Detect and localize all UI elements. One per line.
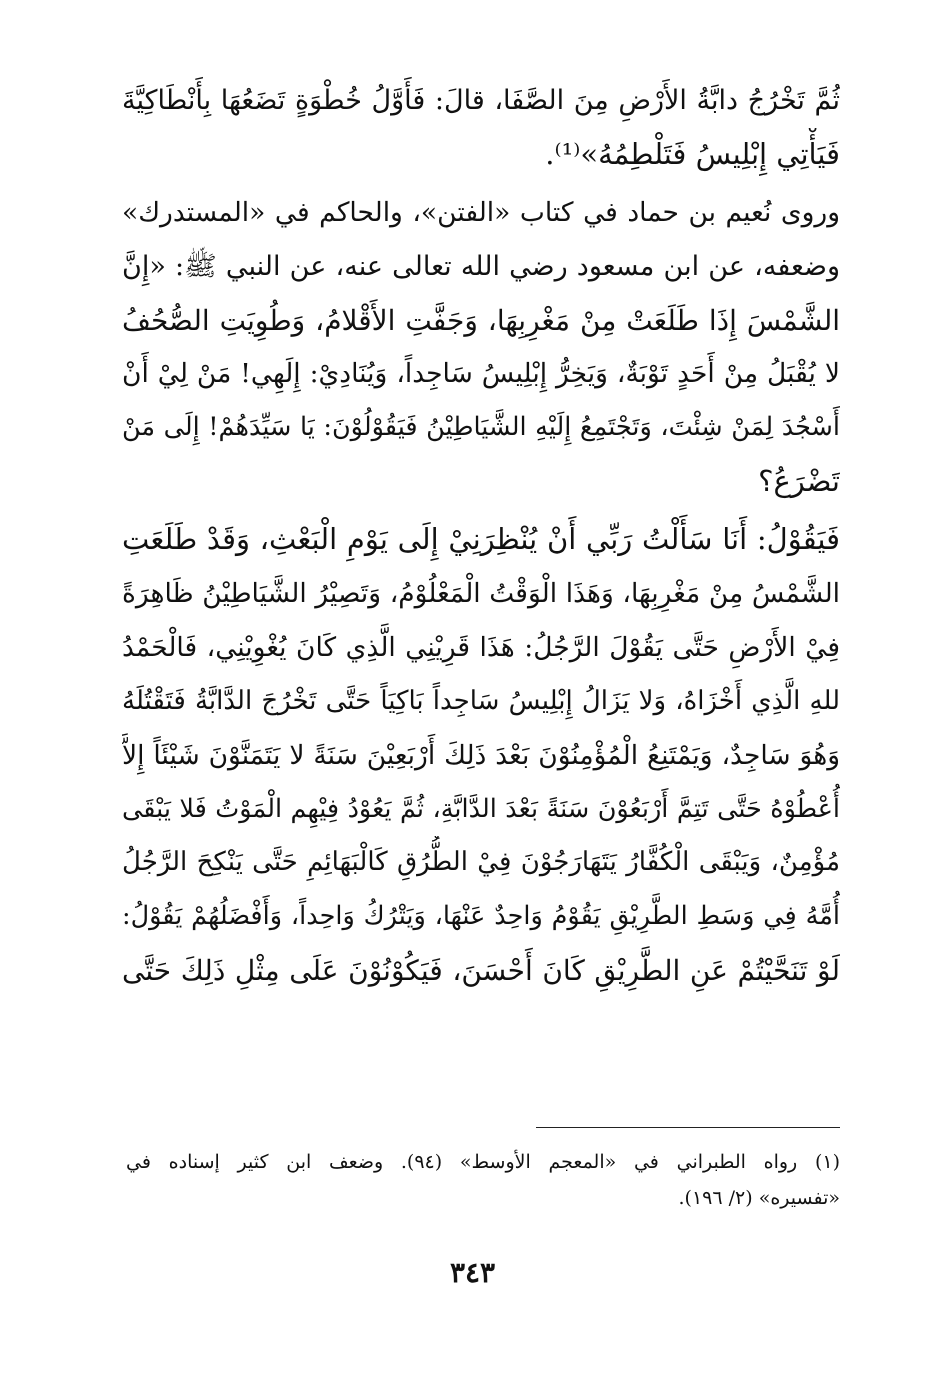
text-line: وضعفه، عن ابن مسعود رضي الله تعالى عنه، عن النبي ﷺ: «إِنَّ	[122, 250, 840, 282]
text-line: فِيْ الأَرْضِ حَتَّى يَقُوْلَ الرَّجُلُ: هَذَا قَرِيْنِي الَّذِي كَانَ يُغْوِيْنِي، فَالْحَمْدُ	[122, 631, 840, 663]
footnote-separator	[536, 1127, 840, 1128]
text-line: الشَّمْسَ إِذَا طَلَعَتْ مِنْ مَغْرِبِهَا، وَجَفَّتِ الأَقْلامُ، وَطُوِيَتِ الصُّحُفُ	[122, 303, 840, 337]
footnote-line: (١) رواه الطبراني في «المعجم الأوسط» (٩٤). وضعف ابن كثير إسناده في	[126, 1151, 840, 1173]
text-line: لا يُقْبَلُ مِنْ أَحَدٍ تَوْبَةٌ، وَيَخِرُّ إِبْلِيسُ سَاجِداً، وَيُنَادِيْ: إِلَهِي! مَنْ لِيْ أَنْ	[122, 358, 840, 390]
text-line: لَوْ تَنَحَّيْتُمْ عَنِ الطَّرِيْقِ كَانَ أَحْسَنَ، فَيَكُوْنُوْنَ عَلَى مِثْلِ ذَلِكَ حَتَّى	[122, 954, 840, 988]
text-line: وَهُوَ سَاجِدٌ، وَيَمْتَنِعُ الْمُؤْمِنُوْنَ بَعْدَ ذَلِكَ أَرْبَعِيْنَ سَنَةً لا يَتَمَنَّوْنَ شَيْئَاً إِلاَّ	[122, 739, 840, 771]
footnote-line: «تفسيره» (٢/ ١٩٦).	[678, 1187, 840, 1209]
footnotes	[126, 1144, 840, 1216]
text-line: ثُمَّ تَخْرُجُ دابَّةُ الأَرْضِ مِنَ الصَّفَا، قالَ: فَأَوَّلُ خُطْوَةٍ تَضَعُهَا بِأَنْطَاكِيَّةَ	[122, 85, 840, 116]
page-number: ٣٤٣	[449, 1256, 496, 1289]
text-line: أُعْطُوْهُ حَتَّى تَتِمَّ أَرْبَعُوْنَ سَنَةً بَعْدَ الدَّابَّةِ، ثُمَّ يَعُوْدُ فِيْهِم الْمَوْتُ فَلا يَبْقَى	[122, 793, 840, 824]
text-line: للهِ الَّذِي أَخْزَاهُ، وَلا يَزَالُ إِبْلِيسُ سَاجِداً بَاكِيَاً حَتَّى تَخْرُجَ الدَّابَّةُ فَتَقْتُلَهُ	[122, 685, 840, 716]
text-line: أُمَّهُ فِي وَسَطِ الطَّرِيْقِ يَقُوْمُ وَاحِدٌ عَنْهَا، وَيَتْرُكُ وَاحِداً، وَأَفْضَلُهُمْ يَقُوْلُ:	[122, 901, 840, 932]
text-line: تَضْرَعُ؟	[758, 464, 840, 499]
text-line: أَسْجُدَ لِمَنْ شِئْتَ، وَتَجْتَمِعُ إِلَيْهِ الشَّيَاطِيْنُ فَيَقُوْلُوْنَ: يَا سَيِّدَهُمْ! إِلَى مَنْ	[122, 412, 840, 443]
body-text	[122, 74, 840, 998]
text-line: فَيَأْتِي إِبْلِيسُ فَتَلْطِمُهُ»⁽¹⁾.	[545, 136, 840, 171]
text-line: مُؤْمِنٌ، وَيَبْقَى الْكُفَّارُ يَتَهَارَجُوْنَ فِيْ الطُّرُقِ كَالْبَهَائِمِ حَتَّى يَنْكِحَ الرَّجُلُ	[122, 847, 840, 878]
text-line: فَيَقُوْلُ: أَنَا سَأَلْتُ رَبِّي أَنْ يُنْظِرَنِيْ إِلَى يَوْمِ الْبَعْثِ، وَقَدْ طَلَعَتِ	[122, 522, 840, 557]
text-line: وروى نُعيم بن حماد في كتاب «الفتن»، والحاكم في «المستدرك»	[122, 196, 840, 228]
text-line: الشَّمْسُ مِنْ مَغْرِبِهَا، وَهَذَا الْوَقْتُ الْمَعْلُوْمُ، وَتَصِيْرُ الشَّيَاطِيْنُ ظَاهِرَةً	[122, 578, 840, 610]
